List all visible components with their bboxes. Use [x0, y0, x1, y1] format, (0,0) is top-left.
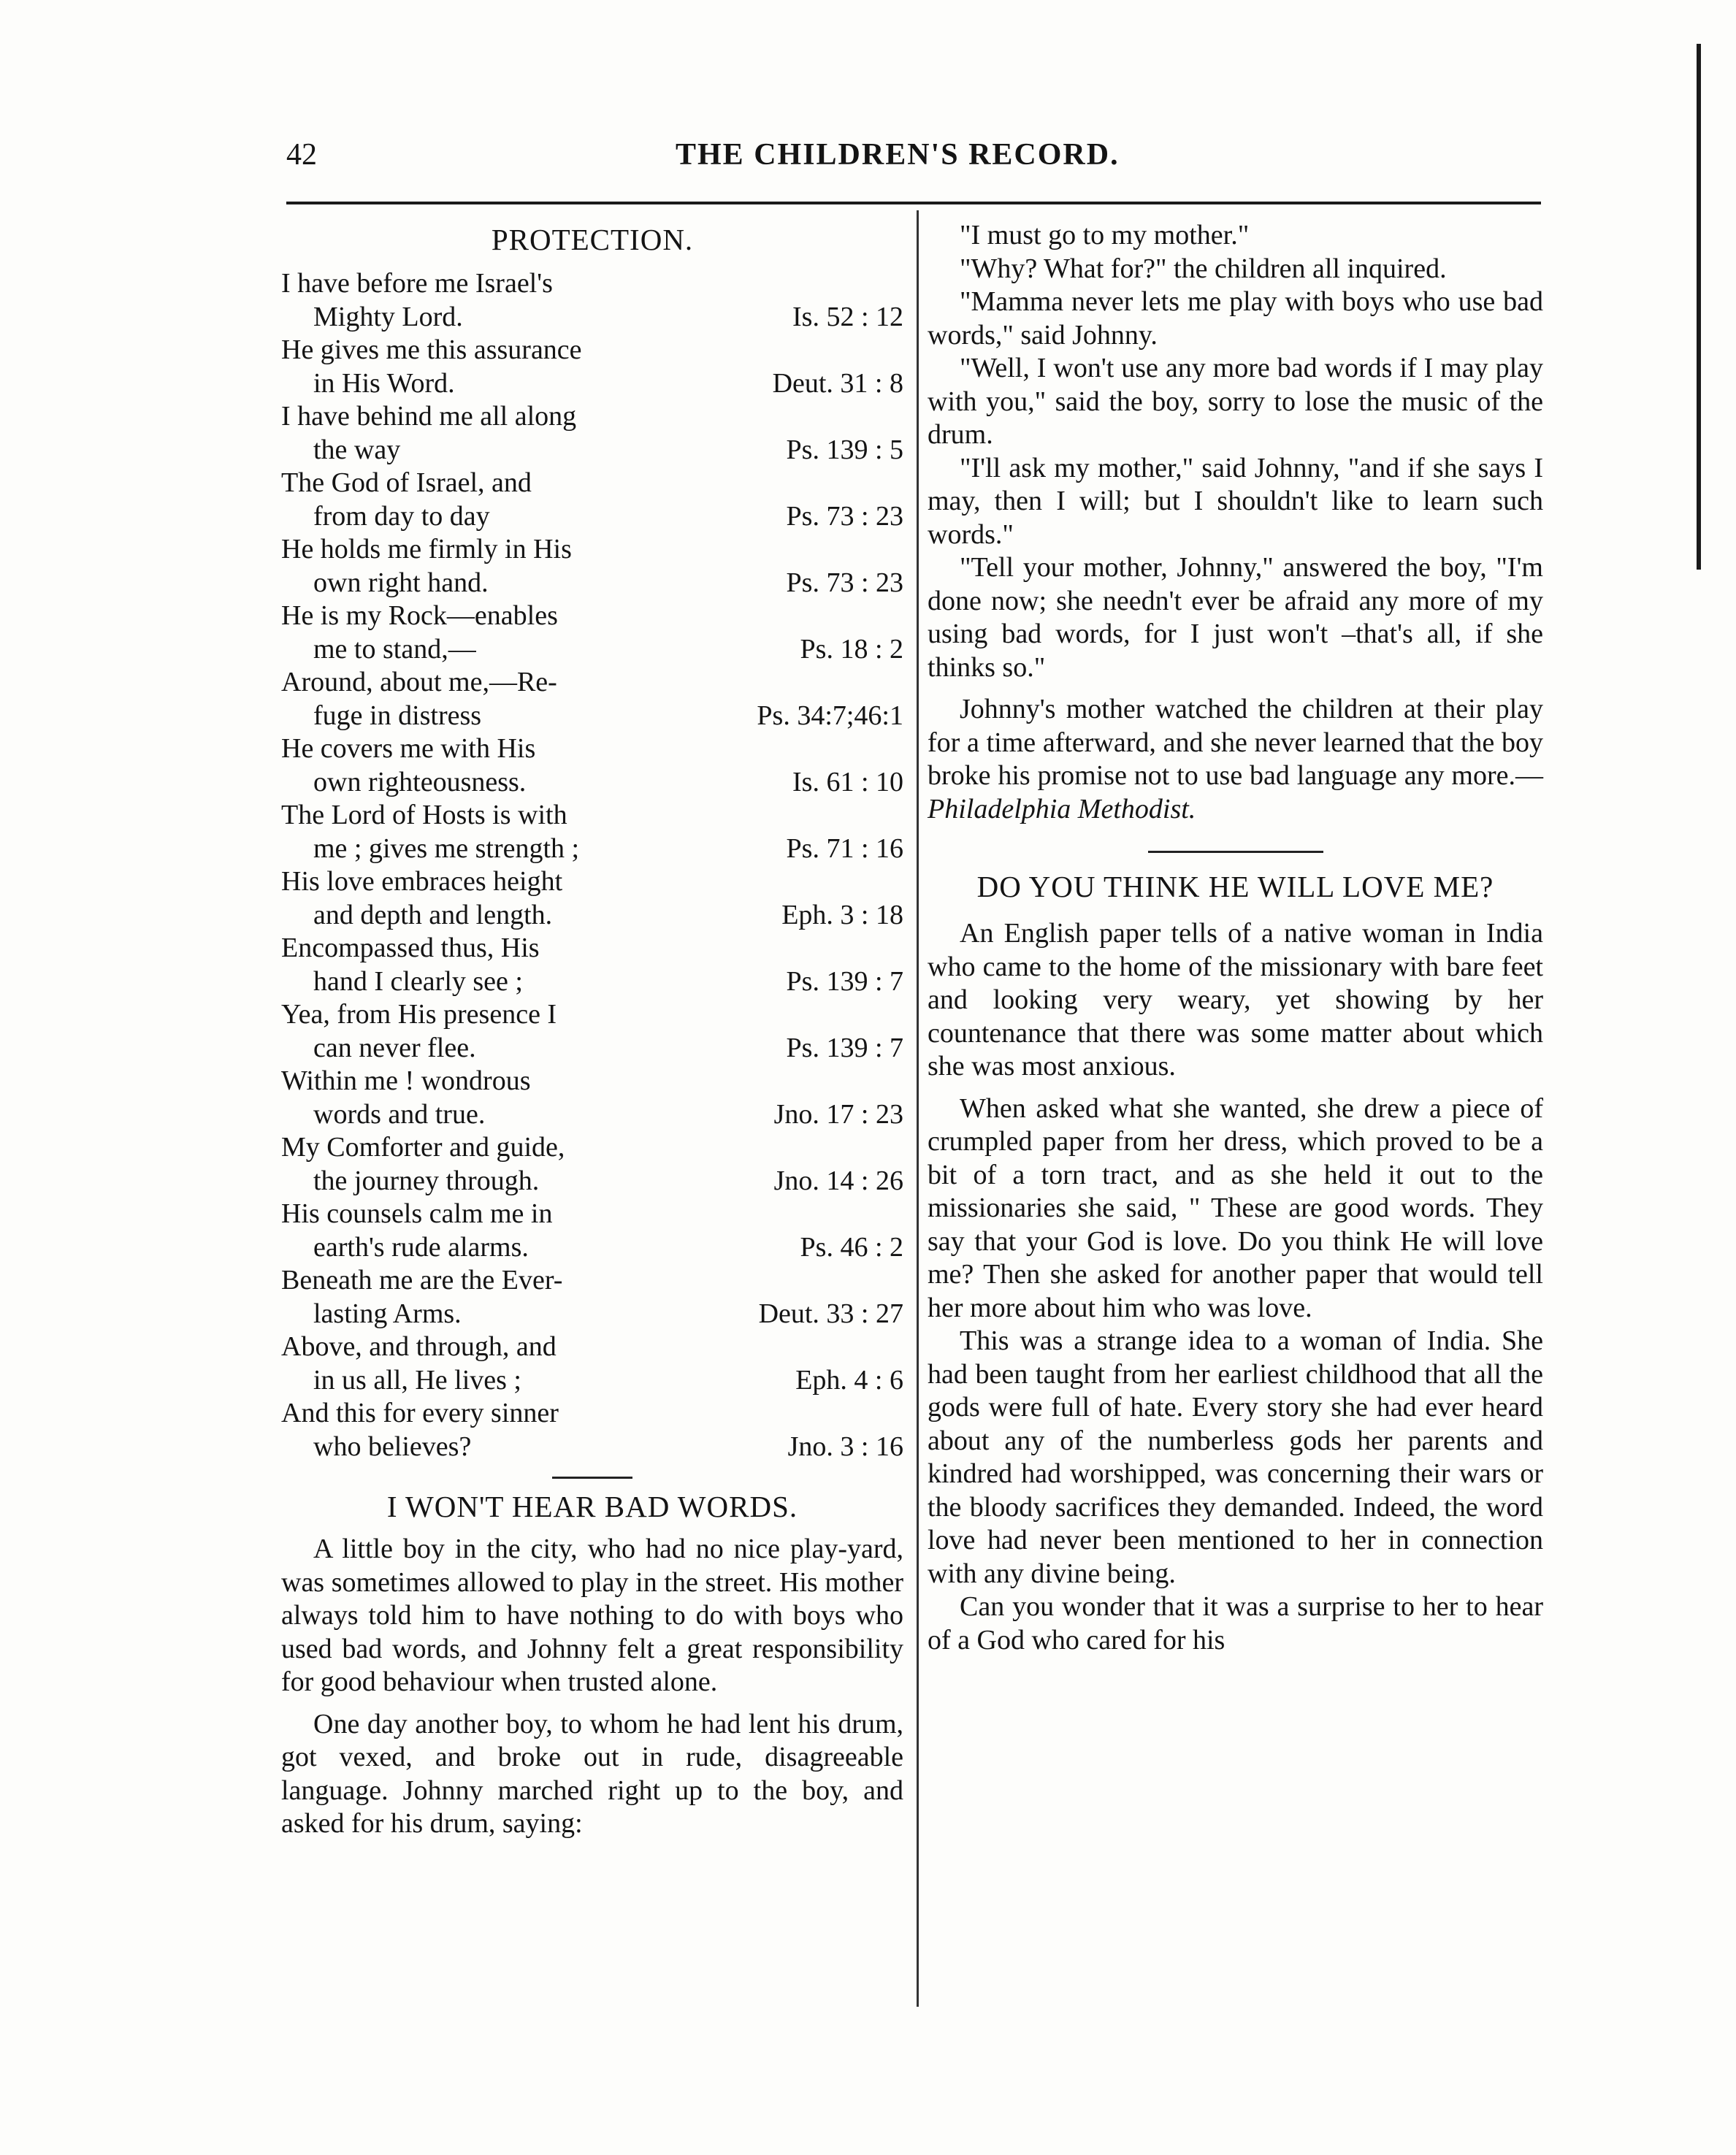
page-header [278, 137, 1541, 188]
scripture-reference: Deut. 33 : 27 [758, 1298, 903, 1329]
poem-line-continued: me to stand,— [313, 633, 476, 665]
article-paragraph: Can you wonder that it was a surprise to her to hear of a God who cared for his [928, 1591, 1543, 1656]
protection-title: PROTECTION. [491, 223, 694, 256]
poem-line-continued: earth's rude alarms. [313, 1231, 529, 1263]
poem-verse-text [281, 1131, 690, 1198]
left-column [281, 219, 903, 1841]
poem-line: His counsels calm me in [281, 1198, 553, 1229]
poem-verse-text [281, 1264, 690, 1331]
scripture-reference: Ps. 73 : 23 [786, 567, 903, 598]
scripture-reference: Is. 52 : 12 [792, 301, 903, 332]
poem-line-continued: own righteousness. [313, 766, 527, 797]
poem-line-continued: in us all, He lives ; [313, 1364, 521, 1396]
poem-line-continued: me ; gives me strength ; [313, 832, 580, 864]
article-paragraph: "Tell your mother, Johnny," answered the boy, "I'm done now; she needn't ever be afraid any more of my using bad words, for I just won't –that's all, if she thinks so." [928, 552, 1543, 683]
poem-verse [281, 334, 903, 400]
poem-verse-text [281, 600, 690, 666]
right-column [928, 219, 1543, 1657]
poem-line-continued: hand I clearly see ; [313, 965, 523, 997]
page-number: 42 [286, 138, 317, 172]
article-paragraph: An English paper tells of a native woman in India who came to the home of the missionary with bare feet and looking very weary, yet showing by her countenance that there was some matter about which she was most anxious. [928, 918, 1543, 1082]
protection-poem [281, 267, 903, 1463]
section-rule [1148, 851, 1323, 853]
bad-words-title: I WON'T HEAR BAD WORDS. [386, 1490, 798, 1523]
header-rule [286, 202, 1541, 204]
poem-verse [281, 600, 903, 666]
poem-line-continued: who believes? [313, 1431, 472, 1462]
article-paragraph [928, 693, 1543, 826]
article-paragraph: "Mamma never lets me play with boys who use bad words," said Johnny. [928, 286, 1543, 351]
poem-verse-text [281, 799, 690, 865]
poem-verse [281, 1331, 903, 1397]
poem-verse [281, 1131, 903, 1198]
article-paragraph: One day another boy, to whom he had lent his drum, got vexed, and broke out in rude, disagreeable language. Johnny marched right up to the boy, and asked for his drum, saying: [281, 1708, 903, 1839]
poem-line: The Lord of Hosts is with [281, 800, 567, 830]
poem-verse-text [281, 334, 690, 400]
poem-line: And this for every sinner [281, 1398, 559, 1428]
poem-verse [281, 1264, 903, 1331]
poem-line: Yea, from His presence I [281, 999, 557, 1030]
scripture-reference: Ps. 139 : 7 [786, 1032, 903, 1063]
article-paragraph: "Why? What for?" the children all inquired. [960, 253, 1447, 284]
poem-verse-text [281, 1331, 690, 1397]
poem-verse-text [281, 932, 690, 998]
poem-verse-text [281, 1065, 690, 1131]
article-paragraph: This was a strange idea to a woman of India. She had been taught from her earliest childhood that all the gods were full of hate. Every story she had ever heard about any of the numberless gods her parents and kindred had worshipped, was concerning their wars or the bloody sacrifices they demanded. Indeed, the word love had never been mentioned to her in connection with any divine being. [928, 1325, 1543, 1589]
running-title: THE CHILDREN'S RECORD. [676, 138, 1120, 172]
poem-verse-text [281, 998, 690, 1065]
poem-verse-text [281, 467, 690, 533]
poem-verse-text [281, 666, 690, 732]
scripture-reference: Ps. 46 : 2 [800, 1231, 903, 1263]
poem-line: Above, and through, and [281, 1331, 557, 1362]
poem-line-continued: lasting Arms. [313, 1298, 462, 1329]
scripture-reference: Eph. 4 : 6 [795, 1364, 903, 1396]
poem-line: He is my Rock—enables [281, 600, 558, 631]
poem-line: Within me ! wondrous [281, 1065, 531, 1096]
poem-line-continued: from day to day [313, 500, 490, 532]
poem-line: Beneath me are the Ever- [281, 1265, 563, 1295]
scripture-reference: Is. 61 : 10 [792, 766, 903, 797]
poem-verse [281, 666, 903, 732]
poem-verse [281, 732, 903, 799]
poem-verse-text [281, 400, 690, 467]
scripture-reference: Jno. 14 : 26 [773, 1165, 903, 1196]
scripture-reference: Eph. 3 : 18 [781, 899, 903, 930]
scripture-reference: Ps. 18 : 2 [800, 633, 903, 665]
scripture-reference: Ps. 71 : 16 [786, 832, 903, 864]
scripture-reference: Jno. 3 : 16 [787, 1431, 903, 1462]
poem-verse-text [281, 533, 690, 600]
poem-line: Encompassed thus, His [281, 933, 540, 963]
poem-verse-text [281, 732, 690, 799]
article-paragraph: A little boy in the city, who had no nice play-yard, was sometimes allowed to play in the street. His mother always told him to have nothing to do with boys who used bad words, and Johnny felt a great responsibility for good behaviour when trusted alone. [281, 1534, 903, 1697]
poem-verse [281, 267, 903, 334]
poem-verse-text [281, 865, 690, 932]
section-rule [552, 1477, 632, 1479]
poem-verse [281, 932, 903, 998]
poem-verse [281, 467, 903, 533]
poem-line-continued: and depth and length. [313, 899, 553, 930]
scripture-reference: Jno. 17 : 23 [773, 1098, 903, 1130]
article-paragraph: "I must go to my mother." [960, 220, 1250, 250]
poem-line-continued: fuge in distress [313, 700, 482, 731]
poem-verse-text [281, 1397, 690, 1463]
poem-line: The God of Israel, and [281, 467, 532, 498]
poem-line: I have behind me all along [281, 401, 577, 432]
poem-verse-text [281, 1198, 690, 1264]
poem-line: He covers me with His [281, 733, 536, 764]
poem-verse-text [281, 267, 690, 334]
article-source: Philadelphia Methodist. [928, 793, 1196, 824]
scan-margin-rule [1697, 44, 1701, 570]
poem-line: He gives me this assurance [281, 334, 582, 365]
poem-verse [281, 1198, 903, 1264]
poem-verse [281, 998, 903, 1065]
poem-line: Around, about me,—Re- [281, 667, 557, 697]
column-divider [917, 210, 919, 2007]
scripture-reference: Ps. 139 : 5 [786, 434, 903, 465]
poem-line: His love embraces height [281, 866, 563, 897]
poem-line-continued: in His Word. [313, 367, 455, 399]
article-text: Johnny's mother watched the children at their play for a time afterward, and she never learned that the boy broke his promise not to use bad language any more.— [928, 694, 1543, 791]
poem-verse [281, 533, 903, 600]
poem-verse [281, 799, 903, 865]
scripture-reference: Deut. 31 : 8 [772, 367, 903, 399]
scripture-reference: Ps. 139 : 7 [786, 965, 903, 997]
article-paragraph: "I'll ask my mother," said Johnny, "and if she says I may, then I will; but I shouldn't like to learn such words." [928, 452, 1543, 550]
poem-verse [281, 400, 903, 467]
poem-verse [281, 1397, 903, 1463]
article-paragraph: "Well, I won't use any more bad words if I may play with you," said the boy, sorry to lose the music of the drum. [928, 353, 1543, 450]
scripture-reference: Ps. 73 : 23 [786, 500, 903, 532]
poem-line: My Comforter and guide, [281, 1132, 565, 1163]
article-paragraph: When asked what she wanted, she drew a piece of crumpled paper from her dress, which proved to be a bit of a torn tract, and as she held it out to the missionaries she said, " These are good words. They say that your God is love. Do you think He will love me? Then she asked for another paper that would tell her more about him who was love. [928, 1092, 1543, 1323]
poem-verse [281, 1065, 903, 1131]
poem-line-continued: the journey through. [313, 1165, 540, 1196]
love-me-title: DO YOU THINK HE WILL LOVE ME? [976, 870, 1494, 903]
poem-line: He holds me firmly in His [281, 534, 572, 564]
poem-line-continued: words and true. [313, 1098, 486, 1130]
poem-line-continued: the way [313, 434, 401, 465]
poem-line: I have before me Israel's [281, 268, 553, 299]
poem-verse [281, 865, 903, 932]
poem-line-continued: own right hand. [313, 567, 489, 598]
poem-line-continued: can never flee. [313, 1032, 476, 1063]
poem-line-continued: Mighty Lord. [313, 301, 463, 332]
scripture-reference: Ps. 34:7;46:1 [757, 700, 903, 731]
